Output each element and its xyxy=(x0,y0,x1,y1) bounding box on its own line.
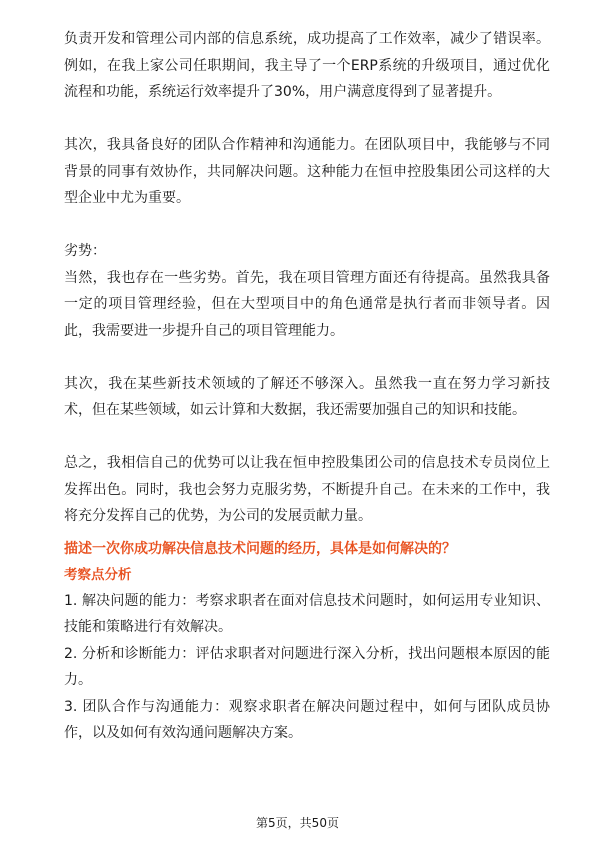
weakness-label: 劣势： xyxy=(64,243,106,259)
paragraph-erp-project: 负责开发和管理公司内部的信息系统，成功提高了工作效率，减少了错误率。例如，在我上家公司任职期间，我主导了一个ERP系统的升级项目，通过优化流程和功能，系统运行效率提升了30%，用户满意度得到了显著提升。 xyxy=(64,31,550,100)
analysis-item-diagnosis: 2. 分析和诊断能力：评估求职者对问题进行深入分析，找出问题根本原因的能力。 xyxy=(64,645,550,688)
paragraph-project-management: 当然，我也存在一些劣势。首先，我在项目管理方面还有待提高。虽然我具备一定的项目管理经验，但在大型项目中的角色通常是执行者而非领导者。因此，我需要进一步提升自己的项目管理能力。 xyxy=(64,269,550,339)
analysis-item-teamwork: 3. 团队合作与沟通能力：观察求职者在解决问题过程中，如何与团队成员协作，以及如何有效沟通问题解决方案。 xyxy=(64,698,550,741)
paragraph-summary: 总之，我相信自己的优势可以让我在恒申控股集团公司的信息技术专员岗位上发挥出色。同时，我也会努力克服劣势，不断提升自己。在未来的工作中，我将充分发挥自己的优势，为公司的发展贡献力量。 xyxy=(64,455,550,524)
paragraph-gap xyxy=(64,424,550,451)
analysis-title: 考察点分析 xyxy=(64,566,132,583)
document-body xyxy=(64,26,550,747)
interview-question: 描述一次你成功解决信息技术问题的经历，具体是如何解决的？ xyxy=(64,540,456,557)
page-number: 第5页，共50页 xyxy=(256,816,339,830)
paragraph-gap xyxy=(64,106,550,133)
paragraph-new-tech: 其次，我在某些新技术领域的了解还不够深入。虽然我一直在努力学习新技术，但在某些领域，如云计算和大数据，我还需要加强自己的知识和技能。 xyxy=(64,375,550,418)
analysis-item-problem-solving: 1. 解决问题的能力：考察求职者在面对信息技术问题时，如何运用专业知识、技能和策略进行有效解决。 xyxy=(64,592,550,635)
paragraph-gap xyxy=(64,212,550,239)
paragraph-gap xyxy=(64,344,550,371)
paragraph-teamwork: 其次，我具备良好的团队合作精神和沟通能力。在团队项目中，我能够与不同背景的同事有效协作，共同解决问题。这种能力在恒申控股集团公司这样的大型企业中尤为重要。 xyxy=(64,137,550,206)
